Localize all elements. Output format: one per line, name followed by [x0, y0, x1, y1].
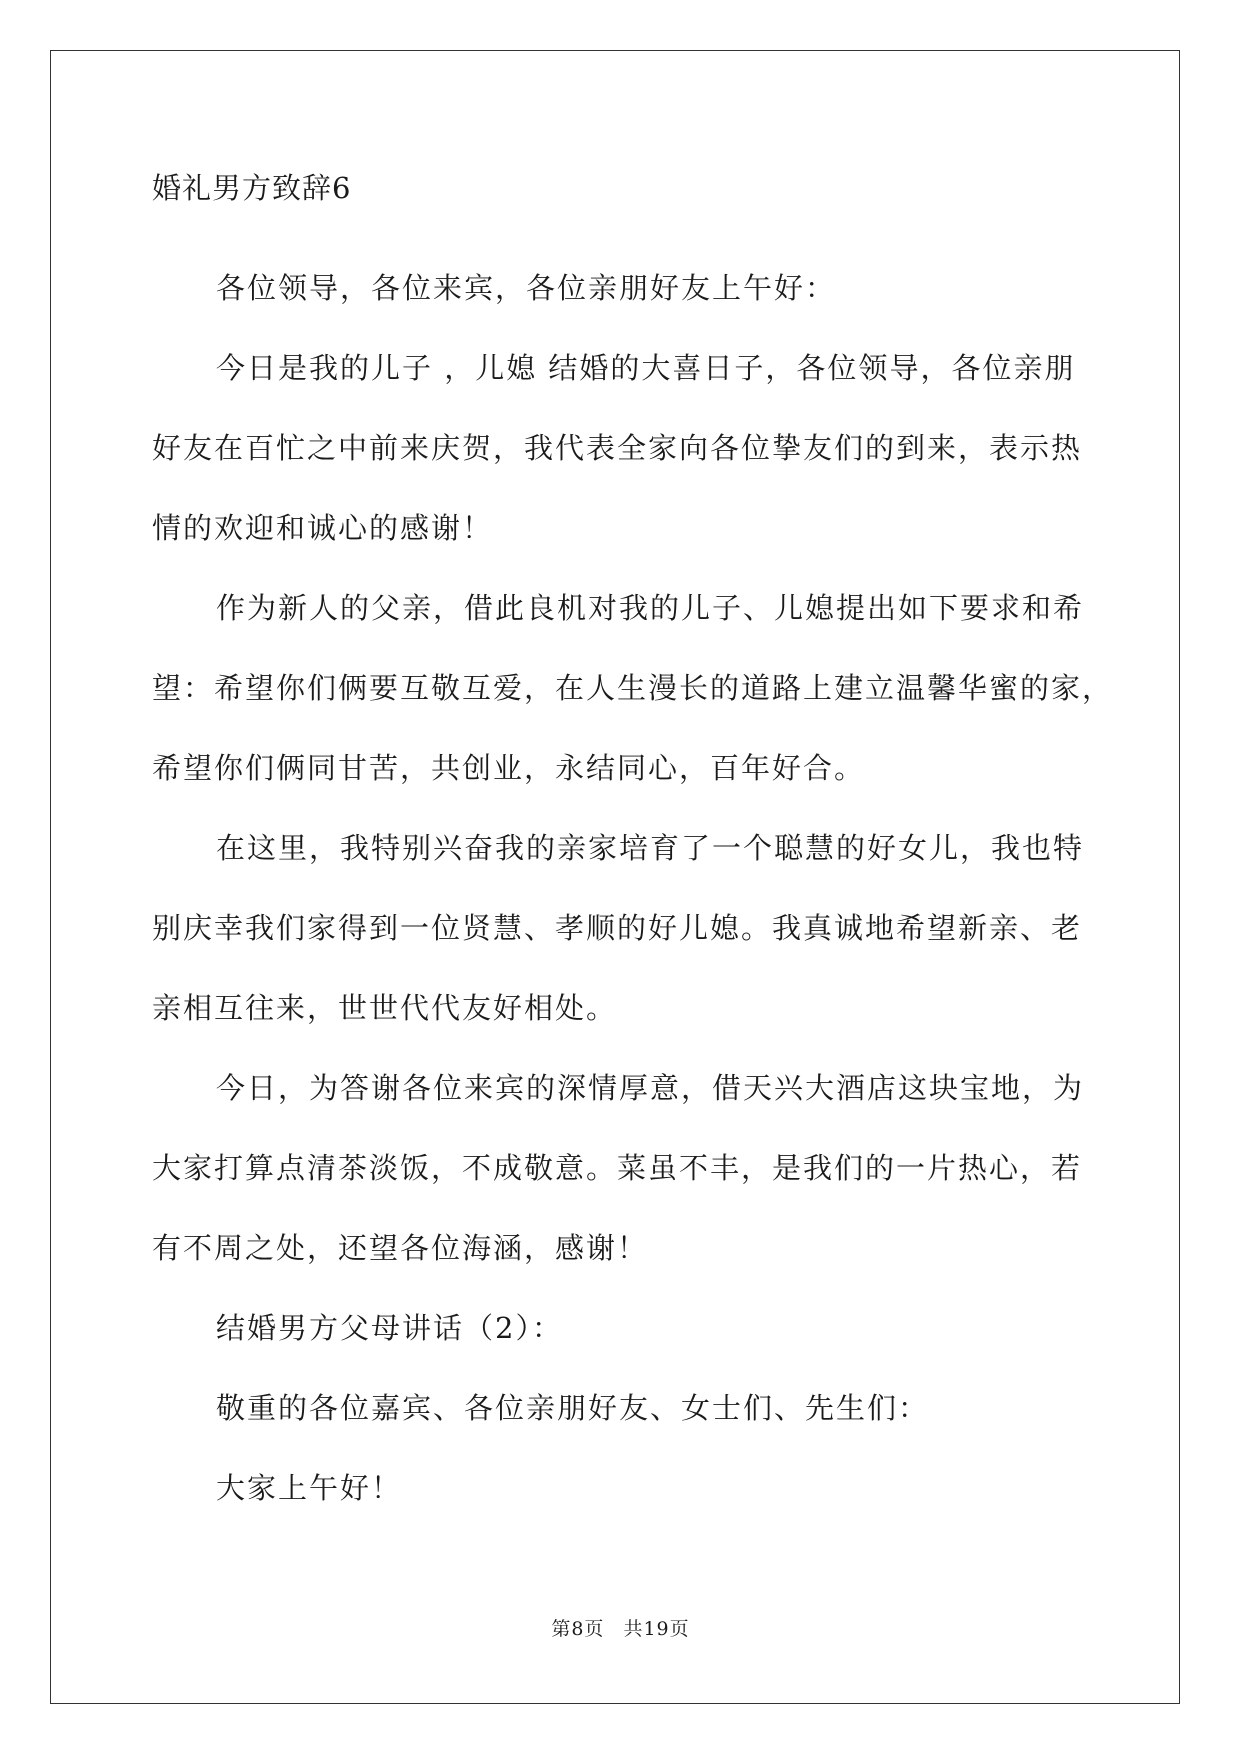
text-line: 在这里，我特别兴奋我的亲家培育了一个聪慧的好女儿，我也特	[216, 831, 1085, 865]
document-body	[152, 168, 1114, 1528]
paragraph-in-laws	[152, 808, 1084, 1048]
text-line: 大家上午好！	[216, 1471, 403, 1505]
current-page-number: 第8页	[551, 1618, 605, 1640]
text-line: 各位领导，各位来宾，各位亲朋好友上午好：	[216, 271, 837, 305]
text-line: 敬重的各位嘉宾、各位亲朋好友、女士们、先生们：	[216, 1391, 930, 1425]
text-line: 好友在百忙之中前来庆贺，我代表全家向各位挚友们的到来，表示热	[152, 431, 1083, 465]
paragraph-good-morning	[152, 1448, 1084, 1528]
text-line: 希望你们俩同甘苦，共创业，永结同心，百年好合。	[152, 751, 866, 785]
paragraph-greeting	[152, 248, 1084, 328]
document-title: 婚礼男方致辞6	[152, 171, 352, 205]
text-line: 大家打算点清茶淡饭，不成敬意。菜虽不丰，是我们的一片热心，若	[152, 1151, 1083, 1185]
text-line: 有不周之处，还望各位海涵，感谢！	[152, 1231, 649, 1265]
text-line: 亲相互往来，世世代代友好相处。	[152, 991, 618, 1025]
paragraph-thanks	[152, 1048, 1084, 1288]
paragraph-welcome	[152, 328, 1084, 568]
text-line: 今日，为答谢各位来宾的深情厚意，借天兴大酒店这块宝地，为	[216, 1071, 1085, 1105]
total-pages: 共19页	[623, 1618, 690, 1640]
paragraph-wishes	[152, 568, 1114, 808]
text-line: 作为新人的父亲，借此良机对我的儿子、儿媳提出如下要求和希	[216, 591, 1085, 625]
text-line: 望：希望你们俩要互敬互爱，在人生漫长的道路上建立温馨华蜜的家，	[152, 671, 1114, 705]
text-line: 今日是我的儿子 ，儿媳 结婚的大喜日子，各位领导，各位亲朋	[216, 351, 1076, 385]
section-heading	[152, 1288, 1084, 1368]
text-line: 别庆幸我们家得到一位贤慧、孝顺的好儿媳。我真诚地希望新亲、老	[152, 911, 1083, 945]
text-line: 结婚男方父母讲话（2）：	[216, 1311, 563, 1345]
paragraph-salutation	[152, 1368, 1084, 1448]
page-footer	[0, 1614, 1241, 1641]
text-line: 情的欢迎和诚心的感谢！	[152, 511, 494, 545]
